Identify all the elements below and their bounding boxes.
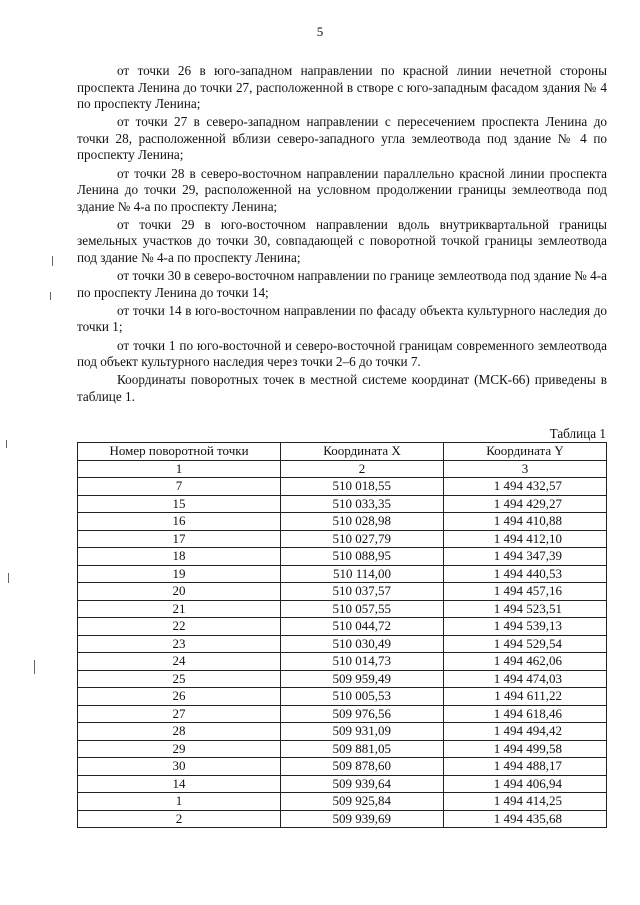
paragraph: от точки 29 в юго-восточном направлении вдоль внутриквартальной границы земельных участков до точки 30, совпадающей с поворотной точкой границы землеотвода под здание № 4-а по проспекту Ленина;: [77, 216, 607, 266]
table-row: [78, 513, 607, 531]
table-row: [78, 530, 607, 548]
column-number-row: [78, 460, 607, 478]
table-body: [78, 478, 607, 828]
table-row: [78, 618, 607, 636]
coordinate-x-cell: 510 005,53: [281, 688, 444, 706]
coordinate-x-cell: 510 057,55: [281, 600, 444, 618]
coordinate-y-cell: 1 494 410,88: [444, 513, 607, 531]
table-row: [78, 565, 607, 583]
table-row: [78, 495, 607, 513]
table-row: [78, 600, 607, 618]
coordinate-x-cell: 510 088,95: [281, 548, 444, 566]
coordinate-x-cell: 510 030,49: [281, 635, 444, 653]
table-row: [78, 653, 607, 671]
point-number-cell: 27: [78, 705, 281, 723]
point-number-cell: 15: [78, 495, 281, 513]
point-number-cell: 25: [78, 670, 281, 688]
column-number: 3: [444, 460, 607, 478]
paragraph: от точки 27 в северо-западном направлении с пересечением проспекта Ленина до точки 28, расположенной вблизи северо-западного угла землеотвода под здание № 4 по проспекту Ленина;: [77, 114, 607, 163]
column-number: 2: [281, 460, 444, 478]
table-row: [78, 670, 607, 688]
coordinate-x-cell: 509 881,05: [281, 740, 444, 758]
table-row: [78, 723, 607, 741]
coordinate-x-cell: 510 018,55: [281, 478, 444, 496]
coordinate-y-cell: 1 494 499,58: [444, 740, 607, 758]
header-coordinate-y: Координата Y: [444, 443, 607, 461]
point-number-cell: 26: [78, 688, 281, 706]
coordinate-y-cell: 1 494 406,94: [444, 775, 607, 793]
coordinates-table: [77, 442, 607, 828]
point-number-cell: 28: [78, 723, 281, 741]
point-number-cell: 21: [78, 600, 281, 618]
scan-margin-mark: [6, 440, 7, 448]
coordinate-y-cell: 1 494 440,53: [444, 565, 607, 583]
coordinate-y-cell: 1 494 429,27: [444, 495, 607, 513]
coordinate-x-cell: 509 931,09: [281, 723, 444, 741]
paragraph: от точки 14 в юго-восточном направлении по фасаду объекта культурного наследия до точки 1;: [77, 302, 607, 335]
coordinate-y-cell: 1 494 412,10: [444, 530, 607, 548]
coordinate-x-cell: 510 044,72: [281, 618, 444, 636]
body-text: [77, 63, 607, 407]
coordinate-x-cell: 510 037,57: [281, 583, 444, 601]
table-row: [78, 793, 607, 811]
table-row: [78, 810, 607, 828]
coordinate-y-cell: 1 494 474,03: [444, 670, 607, 688]
coordinate-y-cell: 1 494 457,16: [444, 583, 607, 601]
paragraph: от точки 1 по юго-восточной и северо-восточной границам современного землеотвода под объект культурного наследия через точки 2–6 до точки 7.: [77, 337, 607, 370]
table-row: [78, 635, 607, 653]
coordinate-y-cell: 1 494 618,46: [444, 705, 607, 723]
coordinate-y-cell: 1 494 432,57: [444, 478, 607, 496]
point-number-cell: 20: [78, 583, 281, 601]
coordinate-x-cell: 509 939,69: [281, 810, 444, 828]
table-row: [78, 583, 607, 601]
coordinate-y-cell: 1 494 611,22: [444, 688, 607, 706]
table-row: [78, 688, 607, 706]
table-row: [78, 758, 607, 776]
coordinate-x-cell: 510 114,00: [281, 565, 444, 583]
point-number-cell: 29: [78, 740, 281, 758]
scan-margin-mark: [8, 573, 9, 583]
table-row: [78, 705, 607, 723]
scan-margin-mark: [52, 256, 53, 266]
column-number: 1: [78, 460, 281, 478]
header-coordinate-x: Координата X: [281, 443, 444, 461]
coordinate-y-cell: 1 494 523,51: [444, 600, 607, 618]
coordinate-y-cell: 1 494 529,54: [444, 635, 607, 653]
coordinate-x-cell: 509 878,60: [281, 758, 444, 776]
table-caption: Таблица 1: [549, 426, 606, 441]
page-number: 5: [316, 24, 324, 39]
point-number-cell: 14: [78, 775, 281, 793]
point-number-cell: 17: [78, 530, 281, 548]
scan-margin-mark: [50, 292, 51, 300]
paragraph: от точки 28 в северо-восточном направлении параллельно красной линии проспекта Ленина до точки 29, расположенной на условном продолжении границы землеотвода под здание № 4-а по проспекту Ленина;: [77, 165, 607, 214]
paragraph: от точки 30 в северо-восточном направлении по границе землеотвода под здание № 4-а по проспекту Ленина до точки 14;: [77, 268, 607, 300]
coordinate-x-cell: 510 033,35: [281, 495, 444, 513]
coordinate-y-cell: 1 494 494,42: [444, 723, 607, 741]
coordinate-y-cell: 1 494 539,13: [444, 618, 607, 636]
coordinate-x-cell: 509 959,49: [281, 670, 444, 688]
point-number-cell: 24: [78, 653, 281, 671]
paragraph: Координаты поворотных точек в местной системе координат (МСК-66) приведены в таблице 1.: [77, 372, 607, 404]
table-row: [78, 775, 607, 793]
coordinate-y-cell: 1 494 435,68: [444, 810, 607, 828]
table-row: [78, 740, 607, 758]
coordinate-x-cell: 509 925,84: [281, 793, 444, 811]
header-point-number: Номер поворотной точки: [78, 443, 281, 461]
coordinate-x-cell: 509 939,64: [281, 775, 444, 793]
coordinate-x-cell: 510 028,98: [281, 513, 444, 531]
coordinate-x-cell: 509 976,56: [281, 705, 444, 723]
coordinate-y-cell: 1 494 462,06: [444, 653, 607, 671]
coordinate-y-cell: 1 494 347,39: [444, 548, 607, 566]
coordinate-x-cell: 510 014,73: [281, 653, 444, 671]
point-number-cell: 30: [78, 758, 281, 776]
table-row: [78, 548, 607, 566]
coordinate-x-cell: 510 027,79: [281, 530, 444, 548]
table-row: [78, 478, 607, 496]
point-number-cell: 2: [78, 810, 281, 828]
table-header-row: [78, 443, 607, 461]
point-number-cell: 23: [78, 635, 281, 653]
coordinate-y-cell: 1 494 414,25: [444, 793, 607, 811]
point-number-cell: 18: [78, 548, 281, 566]
coordinate-y-cell: 1 494 488,17: [444, 758, 607, 776]
point-number-cell: 19: [78, 565, 281, 583]
point-number-cell: 16: [78, 513, 281, 531]
paragraph: от точки 26 в юго-западном направлении по красной линии нечетной стороны проспекта Ленина до точки 27, расположенной в створе с юго-западным фасадом здания № 4 по проспекту Ленина;: [77, 63, 607, 112]
point-number-cell: 1: [78, 793, 281, 811]
point-number-cell: 22: [78, 618, 281, 636]
scan-margin-mark: [34, 660, 35, 674]
point-number-cell: 7: [78, 478, 281, 496]
